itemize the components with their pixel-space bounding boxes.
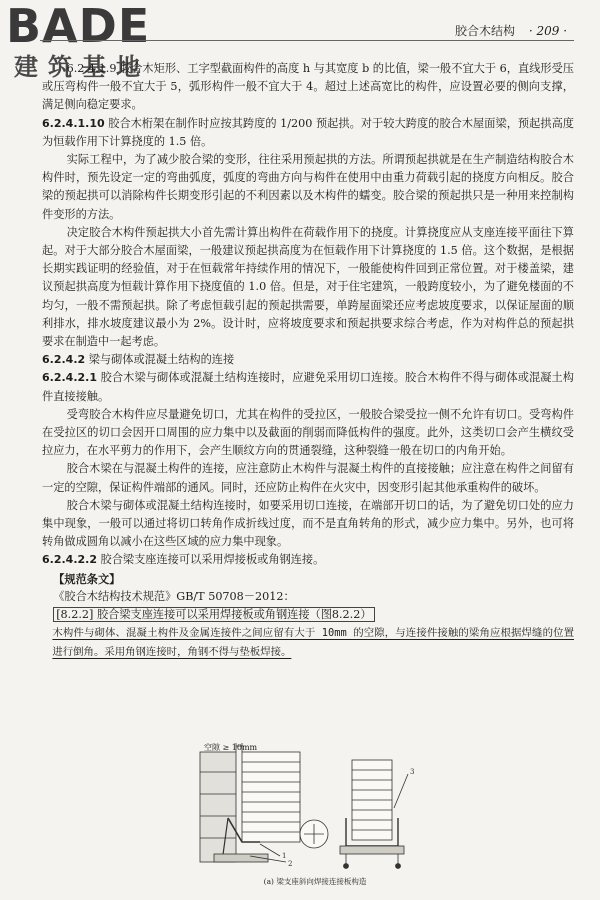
running-title: 胶合木结构 [455,24,516,38]
clause-paragraph: 6.2.4.2.2 胶合梁支座连接可以采用焊接板或角钢连接。 [42,553,325,567]
paragraph: 决定胶合木构件预起拱大小首先需计算出构件在荷载作用下的挠度。计算挠度应从支座连接平面往下算起。对于大部分胶合木屋面梁，一般建议预起拱高度为在恒载作用下计算挠度的 1.5 倍。这个数据，是根据长期实践证明的经验值，对于在恒载常年持续作用的情况下，一般能使构件回到正常位置。对于楼盖梁，建议预起拱高度为恒载计算作用下挠度值的 1.0 倍。但是，对于住宅建筑，一般跨度较小，为了避免楼面的不均匀，一般不需预起拱。除了考虑恒载引起的预起拱需要，单跨屋面梁还应考虑坡度要求，以保证屋面的顺利排水，排水坡度建议最小为 2%。设计时，应将坡度要求和预起拱要求综合考虑，作为对构件总的预起拱要求在制造中一起考虑。 [42,225,574,349]
section-number: 6.2.4.2 [42,353,86,367]
page-number: · 209 · [528,24,568,38]
spec-text: 木构件与砌体、混凝土构件及金属连接件之间应留有大于 10mm 的空隙，与连接件接触的梁角应根据焊缝的位置进行倒角。采用角钢连接时，角钢不得与垫板焊接。 [52,627,574,658]
spec-label: 【规范条文】 [53,571,121,586]
paragraph: 受弯胶合木构件应尽量避免切口，尤其在构件的受拉区，一般胶合梁受拉一侧不允许有切口。受弯构件在受拉区的切口会因开口周围的应力集中以及截面的削弱而降低构件的强度。此外，这类切口会产生横纹受拉应力，在水平剪力的作用下，会产生顺纹方向的贯通裂缝，这种裂缝一般在切口的内角开始。 [42,407,574,458]
figure-dimension-label: 空隙 ≥ 10mm [204,743,258,752]
clause-paragraph: 6.2.4.2.1 胶合木梁与砌体或混凝土结构连接时，应避免采用切口连接。胶合木构件不得与砌体或混凝土构件直接接触。 [42,371,574,403]
brand-logo-subtitle: 建筑基地 [14,53,150,81]
running-header [455,22,567,39]
paragraph: 胶合木梁在与混凝土构件的连接，应注意防止木构件与混凝土构件的直接接触；应注意在构件之间留有一定的空隙，保证构件端部的通风。同时，还应防止构件在火灾中，因变形引起其他承重构件的破坏。 [42,462,574,494]
spec-clause [42,606,574,624]
figure-caption: (a) 梁支座斜向焊接连接板构造 [263,877,367,886]
paragraph: 胶合木梁与砌体或混凝土结构连接时，如要采用切口连接，在端部开切口的话，为了避免切口处的应力集中现象，一般可以通过将切口转角作成折线过度，而不是直角转角的形式，减少应力集中。另外，也可将转角做成圆角以减小在这些区域的应力集中现象。 [42,498,574,549]
spec-source: 《胶合木结构技术规范》GB/T 50708－2012： [53,589,295,603]
brand-logo: BADE [6,0,151,53]
left-detail [200,743,300,862]
clause-paragraph: 6.2.4.1.10 胶合木桁架在制作时应按其跨度的 1/200 预起拱。对于较大跨度的胶合木屋面梁，预起拱高度为恒载作用下计算挠度的 1.5 倍。 [42,116,574,148]
paragraph: 实际工程中，为了减少胶合梁的变形，往往采用预起拱的方法。所谓预起拱就是在生产制造结构胶合木构件时，预先设定一定的弯曲弧度，弧度的弯曲方向与构件在使用中由重力荷载引起的挠度方向相反。胶合梁的预起拱可以消除构件长期变形引起的不利因素以及木构件的蠕变。胶合梁的预起拱只是一种用来控制构件变形的方法。 [42,153,574,221]
figure [180,738,450,888]
body-text [42,60,574,661]
callout-2: 2 [288,860,293,868]
callout-3: 3 [410,768,415,776]
spec-clause-box: [8.2.2] 胶合梁支座连接可以采用焊接板或角钢连接（图8.2.2） [53,607,374,622]
clause-number: 6.2.4.2.2 [42,553,97,567]
header-rule [40,40,574,41]
clause-number: 6.2.4.1.10 [42,116,105,130]
section-heading: 6.2.4.2 梁与砌体或混凝土结构的连接 [42,353,235,367]
paragraph: 6.2.4.1.9 胶合木矩形、工字型截面构件的高度 h 与其宽度 b 的比值，梁一般不宜大于 6，直线形受压或压弯构件一般不宜大于 5，弧形构件一般不宜大于 4。超过上述高宽比的构件，应设置必要的侧向支撑，满足侧向稳定要求。 [42,62,574,112]
clause-number: 6.2.4.2.1 [42,371,97,385]
connection-diagram [180,738,450,878]
callout-1: 1 [282,852,287,860]
